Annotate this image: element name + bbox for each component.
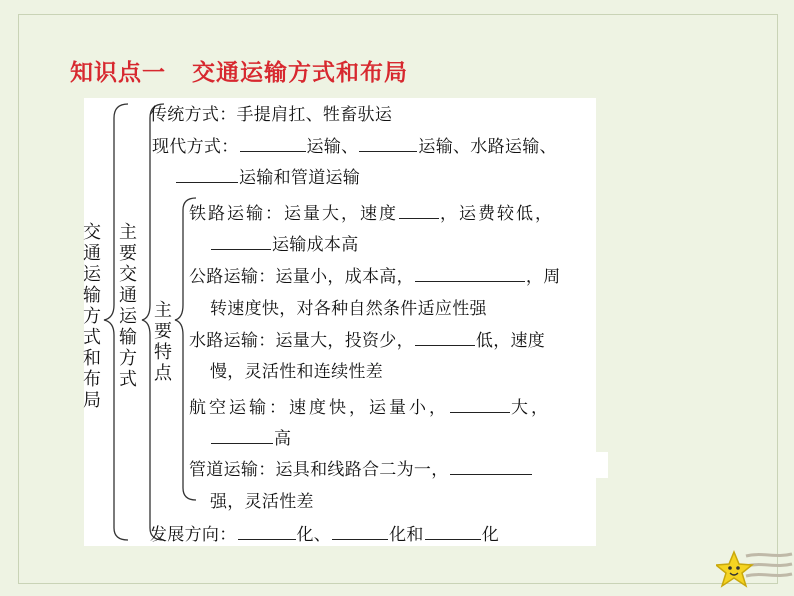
vertical-char: 布	[83, 369, 101, 390]
line-modern: 现代方式： 运输、 运输、水路运输、	[152, 137, 557, 157]
vertical-char: 通	[119, 285, 137, 306]
label-features	[154, 300, 172, 384]
line-road-cont: 转速度快，对各种自然条件适应性强	[210, 299, 487, 319]
vertical-char: 输	[83, 285, 101, 306]
vertical-char: 主	[119, 222, 137, 243]
vertical-char: 主	[154, 300, 172, 321]
vertical-char: 输	[119, 327, 137, 348]
line-pipe-cont: 强，灵活性差	[210, 492, 314, 512]
line-air-cont: 高	[210, 424, 291, 449]
line-trend: 发展方向： 化、 化和 化	[150, 525, 500, 545]
star-icon	[716, 546, 794, 596]
vertical-char: 点	[154, 363, 172, 384]
vertical-char: 交	[119, 264, 137, 285]
vertical-char: 要	[154, 321, 172, 342]
vertical-char: 运	[119, 306, 137, 327]
line-pipe: 管道运输：运具和线路合二为一，	[189, 455, 533, 480]
vertical-char: 交	[83, 222, 101, 243]
vertical-char: 要	[119, 243, 137, 264]
label-root	[83, 222, 101, 411]
title-part2: 交通运输方式和布局	[192, 60, 408, 86]
line-modern-cont: 运输和管道运输	[175, 163, 360, 188]
vertical-char: 局	[83, 390, 101, 411]
vertical-char: 特	[154, 342, 172, 363]
line-rail: 铁路运输：运量大，速度 ，运费较低，	[189, 204, 554, 224]
line-road: 公路运输：运量小，成本高， ，周	[189, 267, 561, 287]
line-air: 航空运输：速度快，运量小， 大，	[189, 398, 551, 418]
vertical-char: 和	[83, 348, 101, 369]
vertical-char: 方	[119, 348, 137, 369]
line-water: 水路运输：运量大，投资少， 低，速度	[189, 331, 546, 351]
line-water-cont: 慢，灵活性和连续性差	[210, 362, 383, 382]
line-traditional: 传统方式：手提肩扛、牲畜驮运	[150, 105, 393, 125]
label-main-modes	[119, 222, 137, 390]
vertical-char: 式	[119, 369, 137, 390]
title-part1: 知识点一	[70, 60, 166, 86]
line-rail-cont: 运输成本高	[210, 230, 359, 255]
vertical-char: 式	[83, 327, 101, 348]
vertical-char: 运	[83, 264, 101, 285]
vertical-char: 通	[83, 243, 101, 264]
vertical-char: 方	[83, 306, 101, 327]
